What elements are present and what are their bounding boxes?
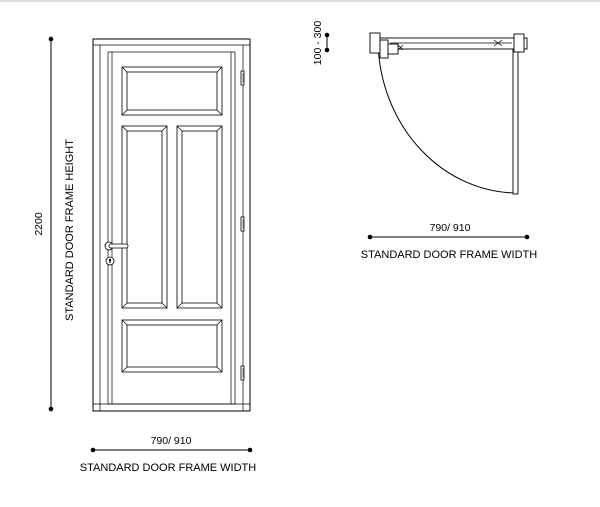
plan-width-dimension: [368, 222, 530, 239]
elevation-width-label: STANDARD DOOR FRAME WIDTH: [79, 462, 257, 474]
height-label: STANDARD DOOR FRAME HEIGHT: [64, 139, 76, 321]
height-dimension: [33, 37, 53, 412]
plan-width-label: STANDARD DOOR FRAME WIDTH: [360, 249, 538, 261]
plan-width-value: 790/ 910: [429, 222, 471, 234]
door-swing-arc: [378, 44, 517, 193]
elevation-width-value: 790/ 910: [150, 435, 192, 447]
elevation-width-dimension: [91, 435, 253, 452]
left-middle-panel: [122, 126, 167, 308]
plan-offset-dimension: [312, 21, 329, 66]
top-panel: [122, 67, 222, 115]
door-plan-view: [370, 33, 527, 194]
height-value: 2200: [33, 212, 45, 236]
door-elevation: [93, 39, 250, 411]
right-middle-panel: [177, 126, 222, 308]
bottom-panel: [122, 320, 222, 372]
hinge-icons: [241, 71, 244, 380]
door-leaf-open: [513, 44, 518, 194]
plan-offset-value: 100 - 300: [312, 20, 324, 66]
keyhole-icon: [106, 257, 114, 265]
